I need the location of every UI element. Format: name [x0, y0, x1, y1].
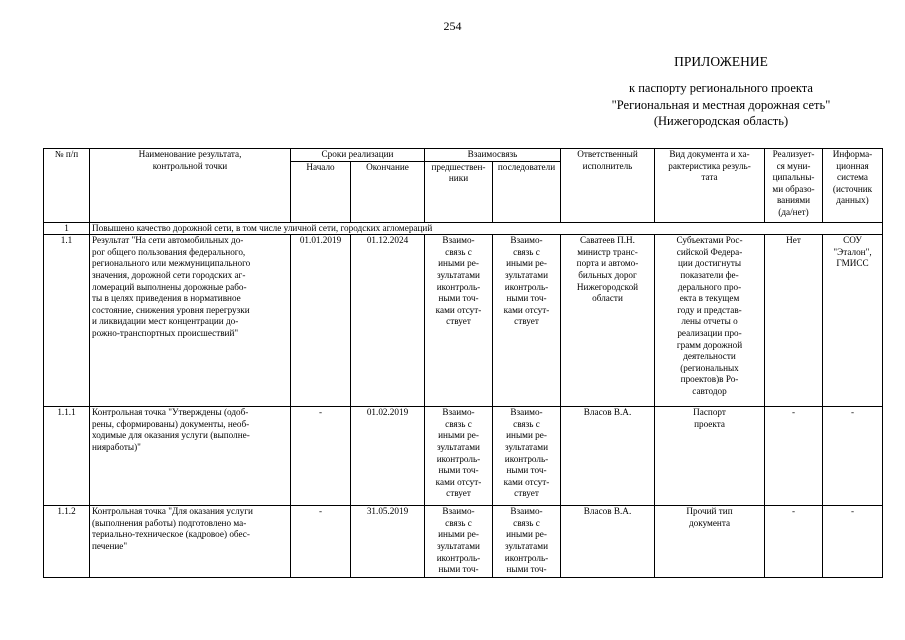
row-predecessors: Взаимо- связь с иными ре- зультатами иконтроль- ными точ- ками отсут- ствует — [425, 407, 493, 506]
appendix-line-1: к паспорту регионального проекта — [629, 81, 813, 95]
header-end: Окончание — [351, 161, 425, 222]
row-responsible: Власов В.А. — [561, 407, 655, 506]
row-end: 01.02.2019 — [351, 407, 425, 506]
row-successors: Взаимо- связь с иными ре- зультатами иконтроль- ными точ- ками отсут- ствует — [493, 235, 561, 407]
row-responsible: Власов В.А. — [561, 506, 655, 578]
row-end: 31.05.2019 — [351, 506, 425, 578]
header-successors: последователи — [493, 161, 561, 222]
row-realized: - — [765, 506, 823, 578]
header-num: № п/п — [44, 149, 90, 223]
section-title: Повышено качество дорожной сети, в том числе уличной сети, городских агломераций — [92, 222, 433, 233]
header-relation: Взаимосвязь — [425, 149, 561, 162]
table-section-row — [44, 222, 883, 235]
table-row — [44, 235, 883, 407]
table-row — [44, 506, 883, 578]
row-realized: Нет — [765, 235, 823, 407]
results-table — [43, 148, 883, 578]
row-name: Контрольная точка "Для оказания услуги (выполнения работы) подготовлено ма- териально-техническое (кадровое) обес- печение" — [90, 506, 291, 578]
row-doc-type: Субъектами Рос- сийской Федера- ции достигнуты показатели фе- дерального про- екта в текущем году и представ- лены отчеты о реализации про- грамм дорожной деятельности (региональных проектов)в Ро- савтодор — [655, 235, 765, 407]
row-realized: - — [765, 407, 823, 506]
section-num: 1 — [44, 222, 90, 235]
row-start: - — [291, 407, 351, 506]
row-name: Результат "На сети автомобильных до- рог общего пользования федерального, регионального или межмуниципального значения, дорожной сети городских аг- ломераций выполнены дорожные рабо- ты в целях приведения в нормативное состояние, снижения уровня перегрузки и ликвидации мест концентрации до- рожно-транспортных происшествий" — [90, 235, 291, 407]
header-terms: Сроки реализации — [291, 149, 425, 162]
row-num: 1.1.2 — [44, 506, 90, 578]
row-name: Контрольная точка "Утверждены (одоб- рены, сформированы) документы, необ- ходимые для оказания услуги (выполне- нияработы)" — [90, 407, 291, 506]
row-start: - — [291, 506, 351, 578]
row-info-system: СОУ "Эталон", ГМИСС — [823, 235, 883, 407]
row-num: 1.1 — [44, 235, 90, 407]
row-end: 01.12.2024 — [351, 235, 425, 407]
header-predecessors: предшествен- ники — [425, 161, 493, 222]
row-num: 1.1.1 — [44, 407, 90, 506]
row-successors: Взаимо- связь с иными ре- зультатами иконтроль- ными точ- — [493, 506, 561, 578]
row-predecessors: Взаимо- связь с иными ре- зультатами иконтроль- ными точ- — [425, 506, 493, 578]
row-info-system: - — [823, 506, 883, 578]
row-doc-type: Прочий тип документа — [655, 506, 765, 578]
header-start: Начало — [291, 161, 351, 222]
row-responsible: Саватеев П.Н. министр транс- порта и автомо- бильных дорог Нижегородской области — [561, 235, 655, 407]
row-start: 01.01.2019 — [291, 235, 351, 407]
page-number: 254 — [443, 19, 462, 33]
header-realized: Реализует- ся муни- ципальны- ми образо- ваниями (да/нет) — [765, 149, 823, 223]
header-responsible: Ответственный исполнитель — [561, 149, 655, 223]
header-doc-type: Вид документа и ха- рактеристика резуль- тата — [655, 149, 765, 223]
appendix-line-3: (Нижегородская область) — [653, 114, 789, 128]
row-doc-type: Паспорт проекта — [655, 407, 765, 506]
row-info-system: - — [823, 407, 883, 506]
appendix-subtitle — [560, 80, 882, 130]
header-info-system: Информа- ционная система (источник данных) — [823, 149, 883, 223]
appendix-line-2: "Региональная и местная дорожная сеть" — [611, 97, 831, 112]
header-name: Наименование результата, контрольной точки — [90, 149, 291, 223]
row-successors: Взаимо- связь с иными ре- зультатами иконтроль- ными точ- ками отсут- ствует — [493, 407, 561, 506]
appendix-title: ПРИЛОЖЕНИЕ — [674, 54, 768, 69]
table-row — [44, 407, 883, 506]
row-predecessors: Взаимо- связь с иными ре- зультатами иконтроль- ными точ- ками отсут- ствует — [425, 235, 493, 407]
